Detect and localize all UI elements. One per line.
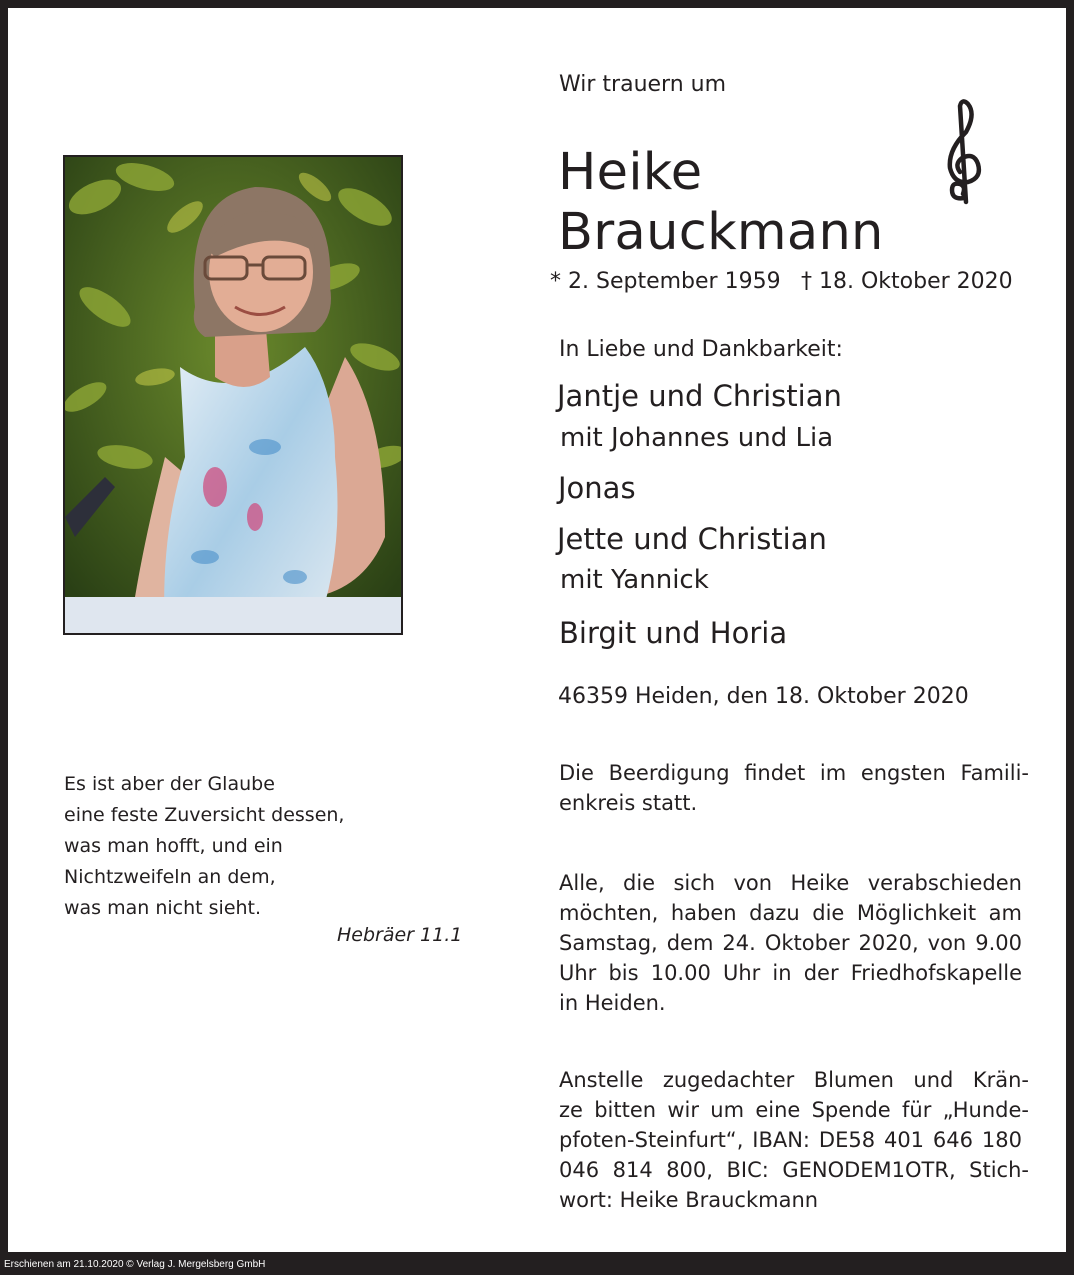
paragraph-line: Anstelle zugedachter Blumen und Krän-: [559, 1068, 1029, 1092]
portrait-photo: [63, 155, 403, 635]
family-member: Jette und Christian: [557, 522, 827, 556]
verse-line: was man hofft, und ein: [64, 835, 283, 857]
paragraph-line: Alle, die sich von Heike verabschieden: [559, 871, 1022, 895]
death-date: † 18. Oktober 2020: [801, 269, 1013, 294]
treble-clef-icon: [942, 98, 988, 208]
verse-line: was man nicht sieht.: [64, 897, 262, 919]
publication-footer: Erschienen am 21.10.2020 © Verlag J. Mergelsberg GmbH: [4, 1259, 266, 1270]
paragraph-line: möchten, haben dazu die Möglichkeit am: [559, 901, 1022, 925]
verse-line: Es ist aber der Glaube: [64, 773, 275, 795]
family-member: Birgit und Horia: [559, 616, 788, 650]
paragraph-line: ze bitten wir um eine Spende für „Hunde-: [559, 1098, 1029, 1122]
paragraph-line: Die Beerdigung findet im engsten Famili-: [559, 761, 1029, 785]
paragraph-line: wort: Heike Brauckmann: [559, 1188, 819, 1212]
place-date: 46359 Heiden, den 18. Oktober 2020: [558, 684, 969, 709]
portrait-illustration: [65, 157, 401, 633]
last-name: Brauckmann: [558, 203, 884, 262]
paragraph-line: pfoten-Steinfurt“, IBAN: DE58 401 646 180: [559, 1128, 1022, 1152]
paragraph-line: in Heiden.: [559, 991, 666, 1015]
verse-reference: Hebräer 11.1: [337, 924, 463, 946]
intro-text: Wir trauern um: [559, 72, 727, 97]
family-member-sub: mit Yannick: [560, 565, 709, 595]
paragraph-line: enkreis statt.: [559, 791, 698, 815]
first-name: Heike: [558, 143, 703, 202]
thanks-text: In Liebe und Dankbarkeit:: [559, 337, 843, 362]
family-member: Jonas: [558, 471, 636, 505]
obituary-page: [8, 8, 1066, 1252]
family-member: Jantje und Christian: [557, 379, 842, 413]
verse-line: Nichtzweifeln an dem,: [64, 866, 276, 888]
birth-date: * 2. September 1959: [550, 269, 781, 294]
paragraph-line: Samstag, dem 24. Oktober 2020, von 9.00: [559, 931, 1022, 955]
paragraph-line: Uhr bis 10.00 Uhr in der Friedhofskapelle: [559, 961, 1022, 985]
paragraph-line: 046 814 800, BIC: GENODEM1OTR, Stich-: [559, 1158, 1029, 1182]
family-member-sub: mit Johannes und Lia: [560, 423, 834, 453]
verse-line: eine feste Zuversicht dessen,: [64, 804, 345, 826]
